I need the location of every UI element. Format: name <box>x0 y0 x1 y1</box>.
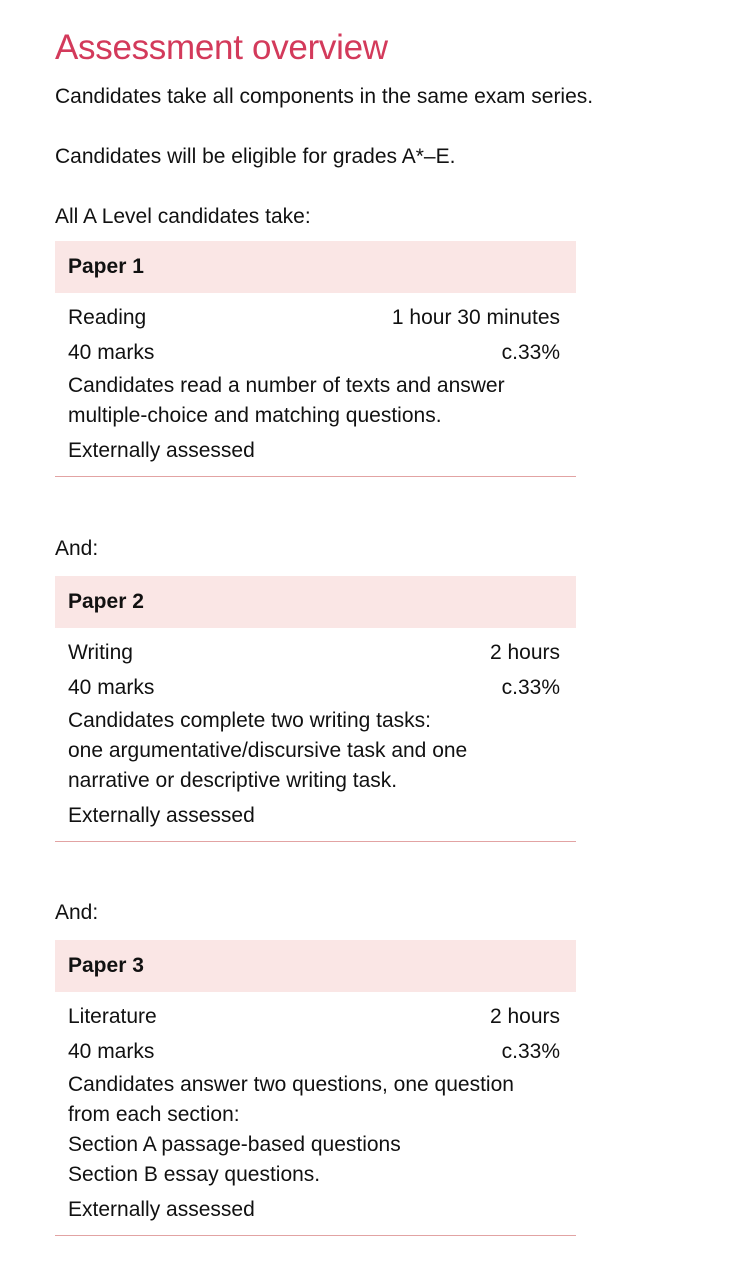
paper-3-name: Literature <box>68 1005 157 1028</box>
description-line: narrative or descriptive writing task. <box>68 769 398 792</box>
description-line: Section A passage-based questions <box>68 1133 401 1156</box>
paper-1-name: Reading <box>68 306 147 329</box>
paper-1-marks-row <box>68 341 560 365</box>
description-line: Candidates read a number of texts and answer <box>68 374 505 397</box>
paper-1-description <box>68 371 560 431</box>
description-line: from each section: <box>68 1103 240 1126</box>
description-line: Candidates complete two writing tasks: <box>68 709 431 732</box>
paper-1-divider <box>55 476 576 477</box>
paper-2-duration: 2 hours <box>489 641 560 664</box>
paper-1-name-row <box>68 306 560 330</box>
paper-3-marks-row <box>68 1040 560 1064</box>
paper-3-duration: 2 hours <box>489 1005 560 1028</box>
paper-1-marks: 40 marks <box>68 341 155 364</box>
paper-2-card <box>55 576 576 842</box>
description-line: one argumentative/discursive task and one <box>68 739 468 762</box>
paper-2-name-row <box>68 641 560 665</box>
connector-and-2: And: <box>55 901 99 924</box>
intro-all-take-text: All A Level candidates take: <box>55 205 311 228</box>
intro-grades-text: Candidates will be eligible for grades A*–E. <box>55 145 456 168</box>
paper-3-name-row <box>68 1005 560 1029</box>
paper-3-description <box>68 1070 560 1190</box>
paper-1-header: Paper 1 <box>55 241 576 293</box>
paper-2-assessment: Externally assessed <box>68 804 255 827</box>
description-line: multiple-choice and matching questions. <box>68 404 442 427</box>
paper-3-card <box>55 940 576 1236</box>
paper-2-header: Paper 2 <box>55 576 576 628</box>
paper-2-marks: 40 marks <box>68 676 155 699</box>
paper-3-assessment: Externally assessed <box>68 1198 255 1221</box>
paper-3-divider <box>55 1235 576 1236</box>
paper-3-header: Paper 3 <box>55 940 576 992</box>
paper-1-assessment: Externally assessed <box>68 439 255 462</box>
paper-2-divider <box>55 841 576 842</box>
paper-1-duration: 1 hour 30 minutes <box>391 306 560 329</box>
intro-series-text: Candidates take all components in the same exam series. <box>55 85 594 108</box>
description-line: Section B essay questions. <box>68 1163 321 1186</box>
page-title: Assessment overview <box>55 28 388 67</box>
paper-2-weighting: c.33% <box>501 676 560 699</box>
paper-1-weighting: c.33% <box>501 341 560 364</box>
paper-3-weighting: c.33% <box>501 1040 560 1063</box>
description-line: Candidates answer two questions, one question <box>68 1073 514 1096</box>
paper-1-card <box>55 241 576 477</box>
connector-and-1: And: <box>55 537 99 560</box>
paper-2-description <box>68 706 560 796</box>
paper-2-name: Writing <box>68 641 133 664</box>
paper-2-marks-row <box>68 676 560 700</box>
paper-3-marks: 40 marks <box>68 1040 155 1063</box>
